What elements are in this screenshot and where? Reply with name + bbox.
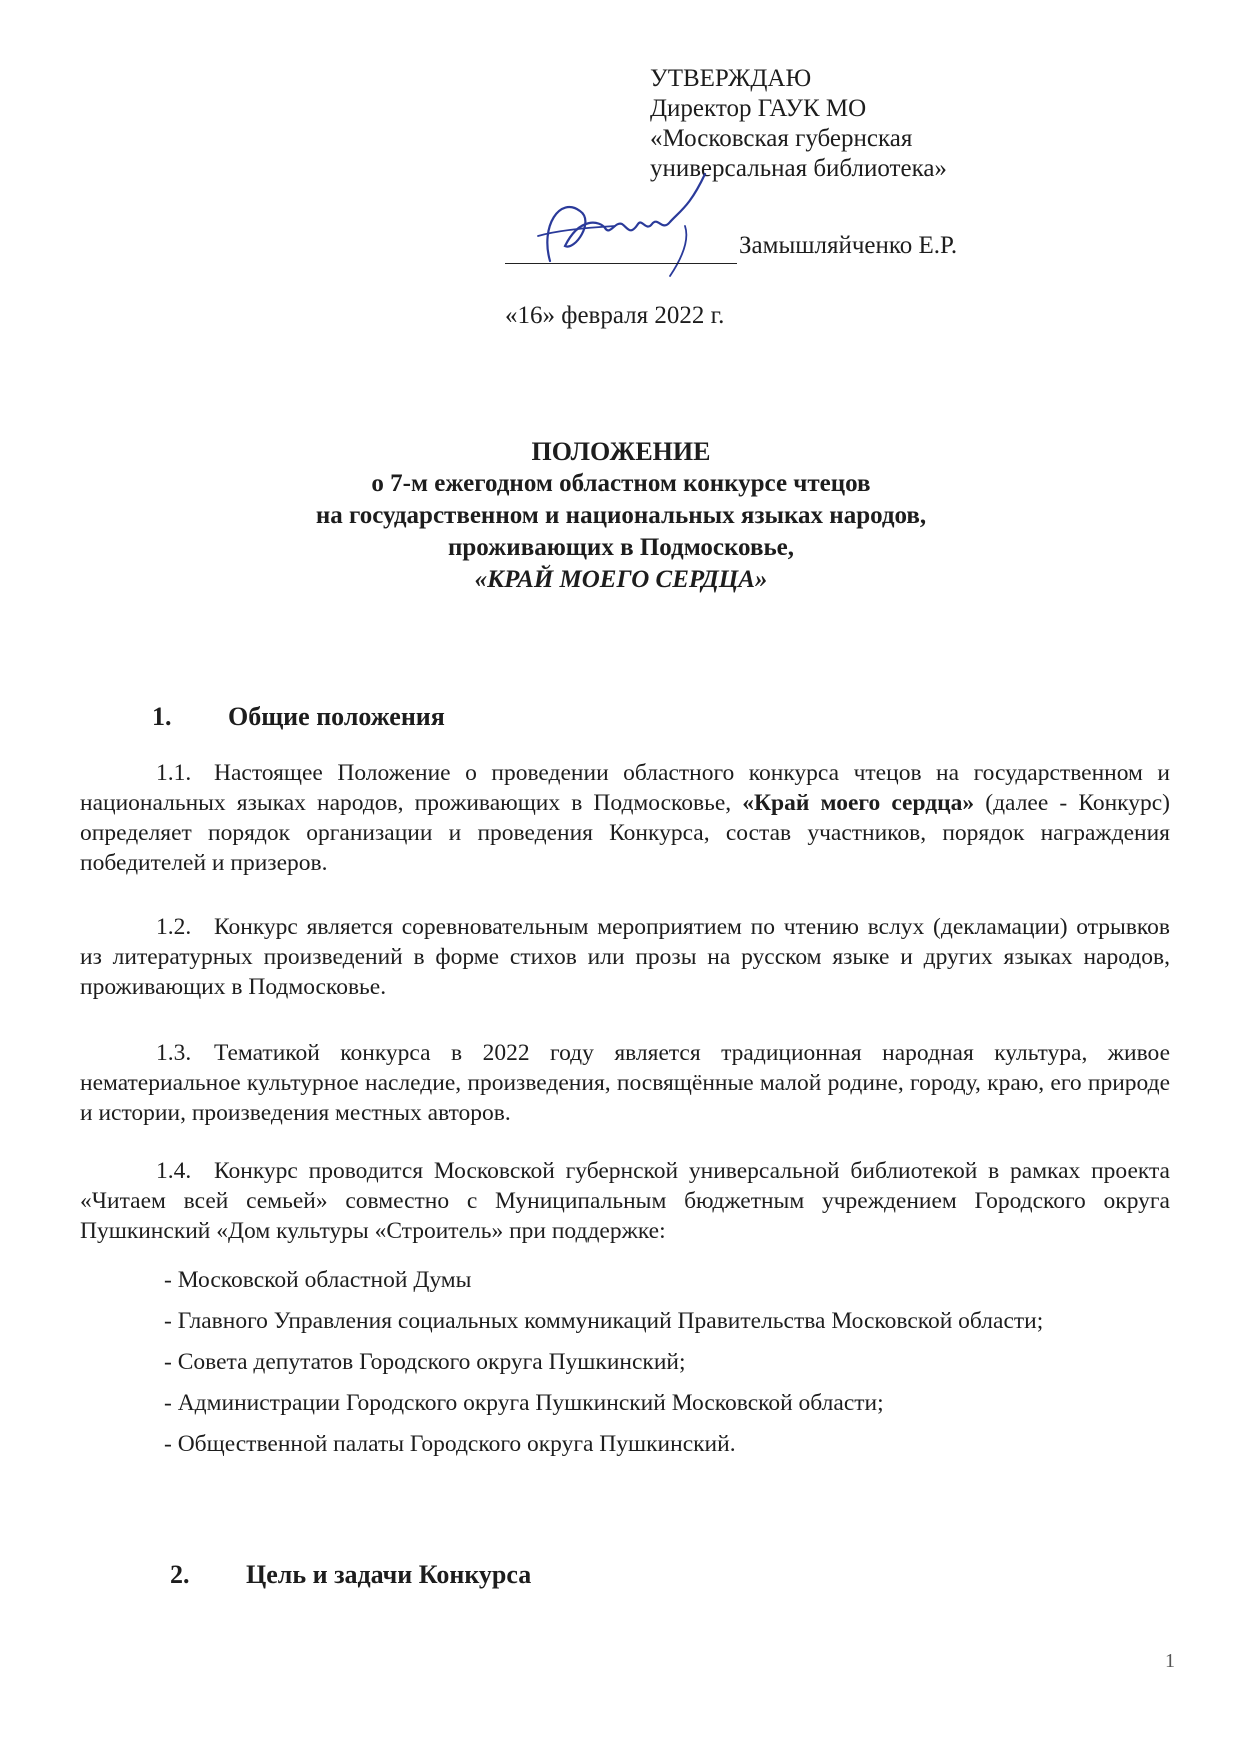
supporters-list (164, 1265, 1164, 1470)
signature-line (505, 263, 737, 264)
title-line: проживающих в Подмосковье, (447, 534, 795, 561)
paragraph-number: 1.3. (156, 1040, 192, 1066)
section-heading (170, 1560, 531, 1590)
approval-line: «Московская губернская (650, 125, 913, 152)
paragraph-number: 1.2. (156, 914, 192, 940)
paragraph (80, 1038, 1170, 1128)
signature-row (505, 232, 1065, 272)
paragraph-text: Тематикой конкурса в 2022 году является традиционная народная культура, живое нематериальное культурное наследие, произведения, посвящённые малой родине, городу, краю, его природе и истории, произведения местных авторов. (80, 1040, 1170, 1126)
paragraph-text: Конкурс проводится Московской губернской универсальной библиотекой в рамках проекта «Читаем всей семьей» совместно с Муниципальным бюджетным учреждением Городского округа Пушкинский «Дом культуры «Строитель» при поддержке: (80, 1158, 1170, 1244)
signer-name: Замышляйченко Е.Р. (739, 232, 958, 259)
approval-line: УТВЕРЖДАЮ (650, 65, 812, 92)
approval-line: Директор ГАУК МО (650, 95, 867, 122)
paragraph-bold: «Край моего сердца» (742, 790, 975, 816)
document-title (0, 436, 1242, 596)
approval-date: «16» февраля 2022 г. (505, 302, 725, 329)
list-item: - Администрации Городского округа Пушкинский Московской области; (164, 1390, 884, 1416)
title-line: о 7-м ежегодном областном конкурсе чтецов (371, 470, 871, 497)
approval-line: универсальная библиотека» (650, 155, 947, 182)
title-line: «КРАЙ МОЕГО СЕРДЦА» (474, 566, 768, 593)
title-line: ПОЛОЖЕНИЕ (531, 437, 711, 466)
title-line: на государственном и национальных языках народов, (315, 502, 927, 529)
list-item: - Главного Управления социальных коммуникаций Правительства Московской области; (164, 1308, 1044, 1334)
paragraph-number: 1.1. (156, 760, 192, 786)
list-item: - Общественной палаты Городского округа Пушкинский. (164, 1431, 736, 1457)
page-number: 1 (1165, 1650, 1175, 1672)
section-title: Общие положения (228, 702, 445, 731)
paragraph-text: (далее - Конкурс) определяет порядок организации и проведения Конкурса, состав участников, порядок награждения победителей и призеров. (80, 790, 1170, 876)
list-item: - Совета депутатов Городского округа Пушкинский; (164, 1349, 686, 1375)
paragraph-text: Настоящее Положение о проведении областного конкурса чтецов на государственном и национальных языках народов, проживающих в Подмосковье, (80, 760, 1170, 816)
section-title: Цель и задачи Конкурса (246, 1560, 532, 1589)
section-heading (152, 702, 445, 732)
paragraph (80, 912, 1170, 1002)
paragraph-number: 1.4. (156, 1158, 192, 1184)
paragraph (80, 758, 1170, 878)
paragraph-text: Конкурс является соревновательным мероприятием по чтению вслух (декламации) отрывков из литературных произведений в форме стихов или прозы на русском языке и других языках народов, проживающих в Подмосковье. (80, 914, 1170, 1000)
list-item: - Московской областной Думы (164, 1267, 472, 1293)
paragraph (80, 1156, 1170, 1246)
section-number: 1. (152, 702, 172, 731)
section-number: 2. (170, 1560, 190, 1589)
